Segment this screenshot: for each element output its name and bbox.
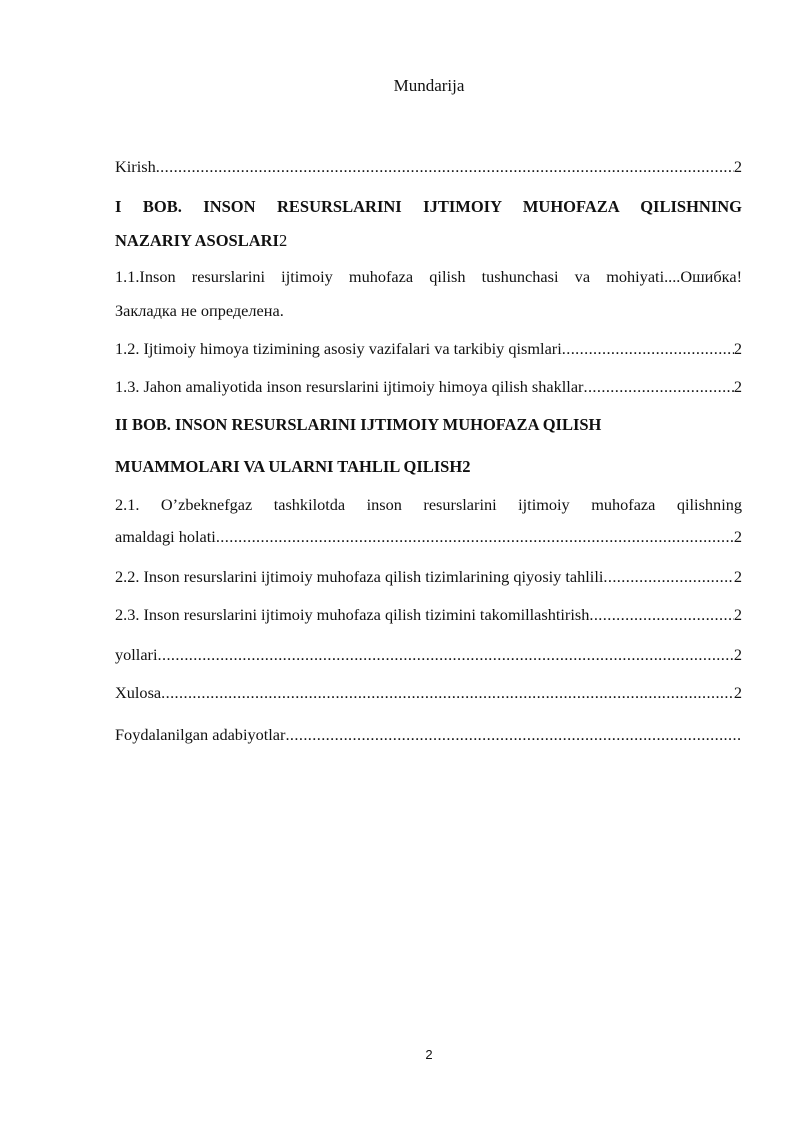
dot-leader: [216, 520, 734, 554]
dot-leader: [562, 332, 734, 366]
toc-chapter-2-line-1[interactable]: II BOB. INSON RESURSLARINI IJTIMOIY MUHOFAZA QILISH: [115, 415, 602, 434]
toc-entry-kirish[interactable]: [115, 150, 742, 184]
toc-entry-yollari[interactable]: [115, 638, 742, 672]
dot-leader: [156, 150, 734, 184]
toc-page-number: 2: [278, 231, 288, 250]
toc-entry-text: amaldagi holati: [115, 527, 216, 546]
toc-entry-adabiyotlar[interactable]: [115, 718, 742, 752]
toc-section-2-3[interactable]: [115, 598, 742, 632]
toc-section-1-1-line-1[interactable]: 1.1.Inson resurslarini ijtimoiy muhofaza qilish tushunchasi va mohiyati....Ошибка!: [115, 267, 742, 286]
toc-page-number: 2: [733, 683, 742, 702]
toc-entry-text: MUAMMOLARI VA ULARNI TAHLIL QILISH: [115, 457, 463, 476]
dot-leader: [161, 676, 734, 710]
toc-page-number: 2: [733, 339, 742, 358]
toc-entry-text: Kirish: [115, 157, 156, 176]
toc-entry-text: NAZARIY ASOSLARI: [115, 231, 279, 250]
dot-leader: [158, 638, 734, 672]
toc-entry-text: 1.3. Jahon amaliyotida inson resurslarini ijtimoiy himoya qilish shakllar: [115, 377, 584, 396]
toc-section-1-1-line-2: Закладка не определена.: [115, 301, 284, 320]
dot-leader: [583, 370, 733, 404]
page-title: Mundarija: [393, 76, 465, 95]
toc-entry-text: 1.2. Ijtimoiy himoya tizimining asosiy vazifalari va tarkibiy qismlari: [115, 339, 562, 358]
dot-leader: [285, 718, 742, 752]
toc-section-2-1-line-2[interactable]: [115, 520, 742, 554]
toc-section-2-1-line-1[interactable]: 2.1. O’zbeknefgaz tashkilotda inson resurslarini ijtimoiy muhofaza qilishning: [115, 495, 742, 514]
toc-section-1-2[interactable]: [115, 332, 742, 366]
toc-chapter-1-line-1[interactable]: I BOB. INSON RESURSLARINI IJTIMOIY MUHOFAZA QILISHNING: [115, 197, 742, 216]
toc-entry-text: 2.3. Inson resurslarini ijtimoiy muhofaza qilish tizimini takomillashtirish: [115, 605, 590, 624]
toc-page-number: 2: [733, 377, 742, 396]
dot-leader: [603, 560, 733, 594]
toc-chapter-1-line-2[interactable]: [115, 224, 742, 258]
toc-entry-text: Foydalanilgan adabiyotlar: [115, 725, 286, 744]
toc-page-number: 2: [733, 605, 742, 624]
toc-page-number: 2: [462, 457, 471, 476]
toc-entry-text: Xulosa: [115, 683, 162, 702]
toc-section-1-3[interactable]: [115, 370, 742, 404]
toc-entry-xulosa[interactable]: [115, 676, 742, 710]
toc-page-number: 2: [733, 567, 742, 586]
toc-page-number: 2: [733, 645, 742, 664]
toc-page-number: 2: [733, 157, 742, 176]
toc-entry-text: 2.2. Inson resurslarini ijtimoiy muhofaza qilish tizimlarining qiyosiy tahlili: [115, 567, 604, 586]
toc-page-number: 2: [733, 527, 742, 546]
toc-section-2-2[interactable]: [115, 560, 742, 594]
toc-chapter-2-line-2[interactable]: [115, 450, 742, 484]
dot-leader: [589, 598, 734, 632]
toc-entry-text: yollari: [115, 645, 158, 664]
page-number: 2: [425, 1047, 433, 1062]
